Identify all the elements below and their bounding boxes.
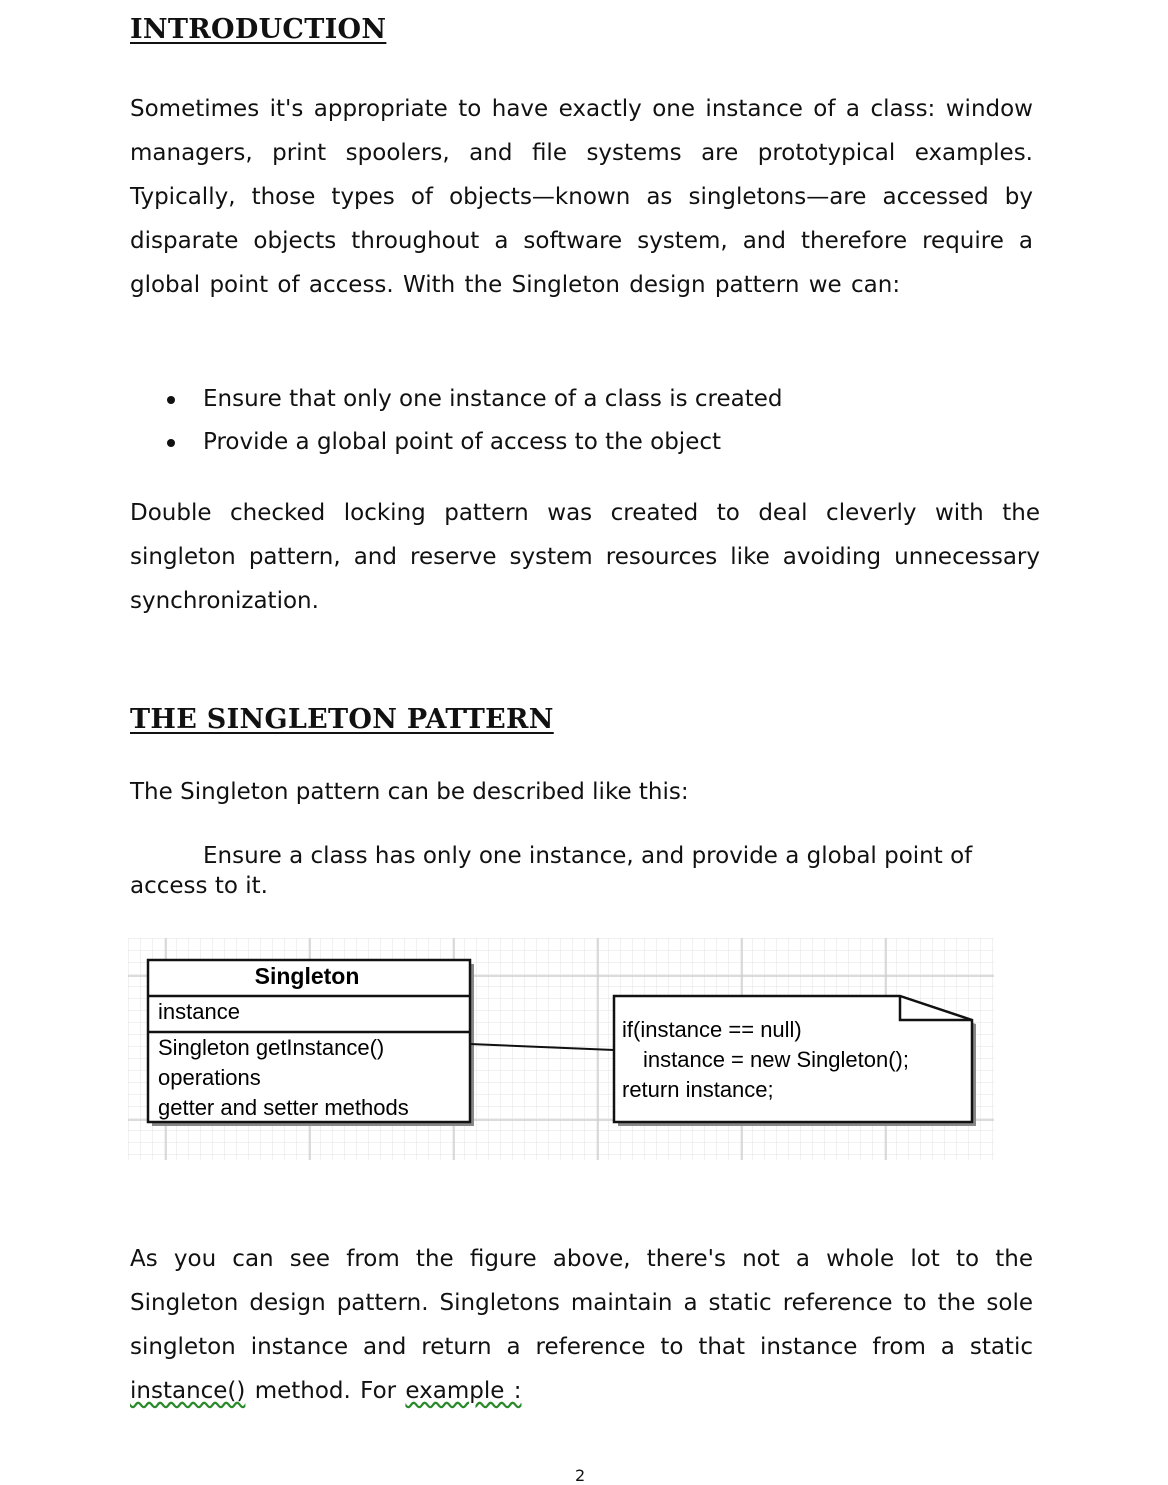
note-line: instance = new Singleton(); bbox=[643, 1047, 909, 1072]
intro-paragraph: Sometimes it's appropriate to have exactly one instance of a class: window managers, print spoolers, and file systems are prototypical examples. Typically, those types of objects—known as singletons—are accessed by disparate objects throughout a software system, and therefore require a global point of access. With the Singleton design pattern we can: bbox=[130, 96, 1033, 298]
singleton-class-box bbox=[148, 960, 470, 1122]
class-attribute: instance bbox=[158, 999, 240, 1024]
note-line: return instance; bbox=[622, 1077, 774, 1102]
inline-code: instance() bbox=[130, 1378, 246, 1404]
closing-text: method. bbox=[245, 1378, 361, 1404]
bullet-text: Ensure that only one instance of a class is created bbox=[203, 386, 783, 412]
list-item bbox=[130, 421, 783, 464]
intro-paragraph-2: Double checked locking pattern was created to deal cleverly with the singleton pattern, and reserve system resources like avoiding unnecessary synchronization. bbox=[130, 500, 1040, 614]
code-note bbox=[614, 996, 972, 1122]
intro-bullet-list bbox=[130, 378, 783, 464]
intro-heading: INTRODUCTION bbox=[130, 14, 387, 45]
class-method: operations bbox=[158, 1065, 261, 1090]
closing-text: For bbox=[360, 1378, 406, 1404]
page-number: 2 bbox=[575, 1466, 586, 1485]
bullet-text: Provide a global point of access to the object bbox=[203, 429, 722, 455]
singleton-lead: The Singleton pattern can be described like this: bbox=[130, 779, 689, 805]
singleton-uml-diagram bbox=[128, 938, 994, 1160]
note-line: if(instance == null) bbox=[622, 1017, 802, 1042]
list-item bbox=[130, 378, 783, 421]
closing-paragraph bbox=[130, 1237, 1033, 1413]
closing-text: As you can see from the figure above, there's not a whole lot to the Singleton design pattern. Singletons maintain a static reference to the sole singleton instance and return a reference to that instance from a static bbox=[130, 1246, 1033, 1360]
singleton-heading: THE SINGLETON PATTERN bbox=[130, 704, 554, 735]
class-method: getter and setter methods bbox=[158, 1095, 409, 1120]
bullet-icon bbox=[167, 396, 175, 404]
class-name: Singleton bbox=[254, 963, 360, 989]
class-method: Singleton getInstance() bbox=[158, 1035, 385, 1060]
singleton-definition: Ensure a class has only one instance, and provide a global point of access to it. bbox=[130, 843, 973, 899]
bullet-icon bbox=[167, 439, 175, 447]
closing-example: example : bbox=[405, 1378, 522, 1404]
